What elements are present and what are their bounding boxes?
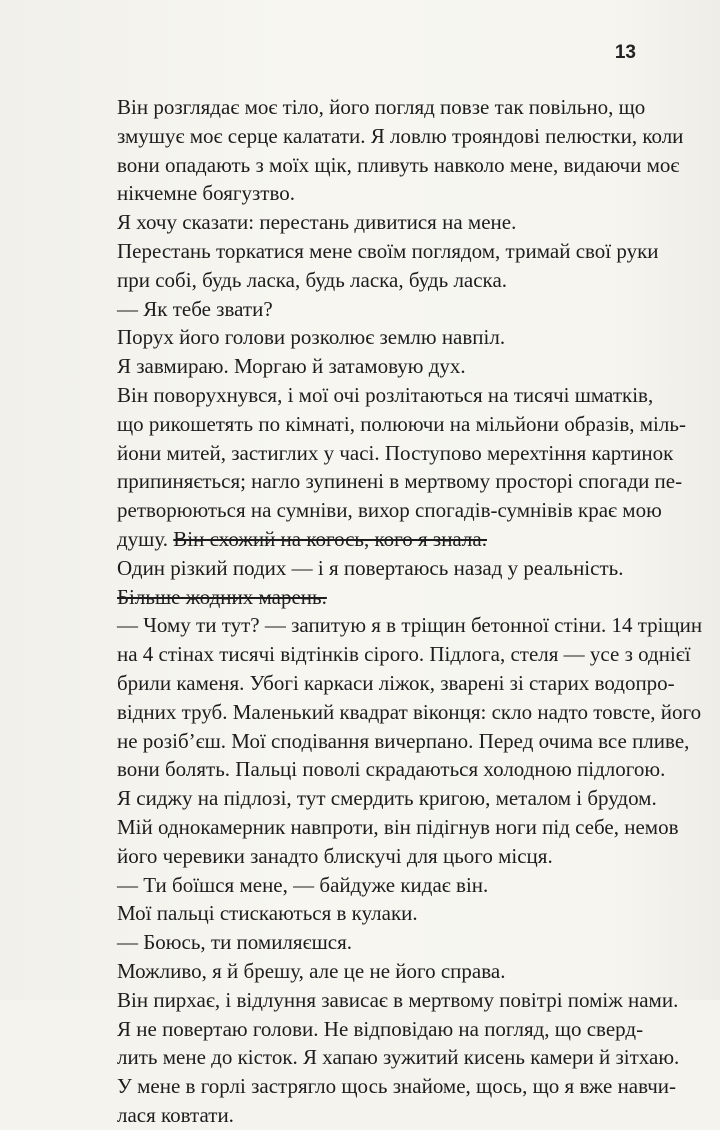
text-line — [117, 928, 610, 957]
line-text: припиняється; нагло зупинені в мертвому просторі спогади пе- — [117, 469, 683, 494]
line-text: нікчемне боягузтво. — [117, 181, 295, 206]
text-line — [117, 1101, 610, 1130]
line-text: — Як тебе звати? — [117, 296, 273, 321]
struck-through-text: Більше жодних марень. — [117, 584, 327, 609]
text-line — [117, 899, 610, 928]
text-line — [117, 583, 610, 612]
line-text: душу. — [117, 526, 169, 551]
line-text: — Боюсь, ти помиляєшся. — [117, 930, 352, 955]
text-line — [117, 698, 702, 727]
text-line — [117, 467, 683, 496]
line-text: Він розглядає моє тіло, його погляд повзе так повільно, що — [117, 95, 646, 119]
text-line — [117, 323, 610, 352]
line-text: Порух його голови розколює землю навпіл. — [117, 325, 506, 350]
line-text: йони митей, застиглих у часі. Поступово мерехтіння картинок — [117, 440, 674, 465]
text-line — [117, 237, 659, 266]
page-number: 13 — [614, 42, 636, 63]
text-line — [117, 381, 654, 410]
text-line — [117, 1015, 644, 1044]
text-line — [117, 295, 610, 324]
line-text: У мене в горлі застрягло щось знайоме, щось, що я вже навчи- — [117, 1074, 677, 1099]
text-line — [117, 266, 610, 295]
line-text: Перестань торкатися мене своїм поглядом, тримай свої руки — [117, 238, 659, 263]
line-text: Я завмираю. Моргаю й затамовую дух. — [117, 354, 466, 379]
line-text: брили каменя. Убогі каркаси ліжок, зварені зі старих водопро- — [117, 670, 675, 695]
text-line — [117, 410, 686, 439]
line-text: Він пирхає, і відлуння зависає в мертвому повітрі поміж нами. — [117, 987, 679, 1012]
line-text: — Ти боїшся мене, — байдуже кидає він. — [117, 872, 489, 897]
line-text: ретворюються на сумніви, вихор спогадів-сумнівів крає мою — [117, 498, 662, 523]
line-text: Мої пальці стискаються в кулаки. — [117, 901, 418, 926]
line-text: при собі, будь ласка, будь ласка, будь ласка. — [117, 267, 508, 292]
text-line — [117, 151, 680, 180]
line-text: на 4 стінах тисячі відтінків сірого. Підлога, стеля — усе з однієї — [117, 642, 691, 667]
line-text: що рикошетять по кімнаті, полюючи на мільйони образів, міль- — [117, 411, 686, 436]
line-text: лить мене до кісток. Я хапаю зужитий кисень камери й зітхаю. — [117, 1045, 680, 1070]
text-line — [117, 208, 610, 237]
text-line — [117, 640, 691, 669]
text-line — [117, 784, 657, 813]
line-text: Можливо, я й брешу, але це не його справа. — [117, 958, 506, 983]
body-text — [117, 93, 703, 1130]
text-line — [117, 871, 610, 900]
line-text: Він поворухнувся, і мої очі розлітаються на тисячі шматків, — [117, 382, 654, 407]
text-line — [117, 93, 646, 122]
struck-through-text: Він схожий на когось, кого я знала. — [173, 526, 487, 551]
line-text: Я сиджу на підлозі, тут смердить кригою, металом і брудом. — [117, 786, 657, 811]
line-text: Один різкий подих — і я повертаюсь назад у реальність. — [117, 555, 624, 580]
line-text: Я не повертаю голови. Не відповідаю на погляд, що сверд- — [117, 1016, 644, 1041]
text-line — [117, 554, 624, 583]
text-line — [117, 525, 610, 554]
text-line — [117, 611, 703, 640]
line-text: лася ковтати. — [117, 1102, 234, 1127]
line-text: вони опадають з моїх щік, пливуть навколо мене, видаючи моє — [117, 152, 680, 177]
line-text: змушує моє серце калатати. Я ловлю трояндові пелюстки, коли — [117, 123, 684, 148]
text-line — [117, 439, 674, 468]
text-line — [117, 669, 675, 698]
line-text: відних труб. Маленький квадрат віконця: скло надто товсте, його — [117, 699, 702, 724]
line-text: Мій однокамерник навпроти, він підігнув ноги під себе, немов — [117, 814, 679, 839]
line-text: його черевики занадто блискучі для цього місця. — [117, 843, 553, 868]
text-line — [117, 1072, 677, 1101]
line-text: Я хочу сказати: перестань дивитися на мене. — [117, 210, 517, 235]
text-line — [117, 957, 610, 986]
text-line — [117, 986, 679, 1015]
text-line — [117, 813, 679, 842]
text-line — [117, 755, 666, 784]
text-line — [117, 122, 684, 151]
line-text: не розіб’єш. Мої сподівання вичерпано. Перед очима все пливе, — [117, 728, 690, 753]
text-line — [117, 352, 610, 381]
text-line — [117, 727, 690, 756]
text-line — [117, 496, 662, 525]
line-text: вони болять. Пальці поволі скрадаються холодною підлогою. — [117, 757, 666, 782]
text-line — [117, 842, 610, 871]
text-line — [117, 179, 610, 208]
line-text: — Чому ти тут? — запитую я в тріщин бетонної стіни. 14 тріщин — [117, 613, 703, 638]
text-line — [117, 1043, 680, 1072]
